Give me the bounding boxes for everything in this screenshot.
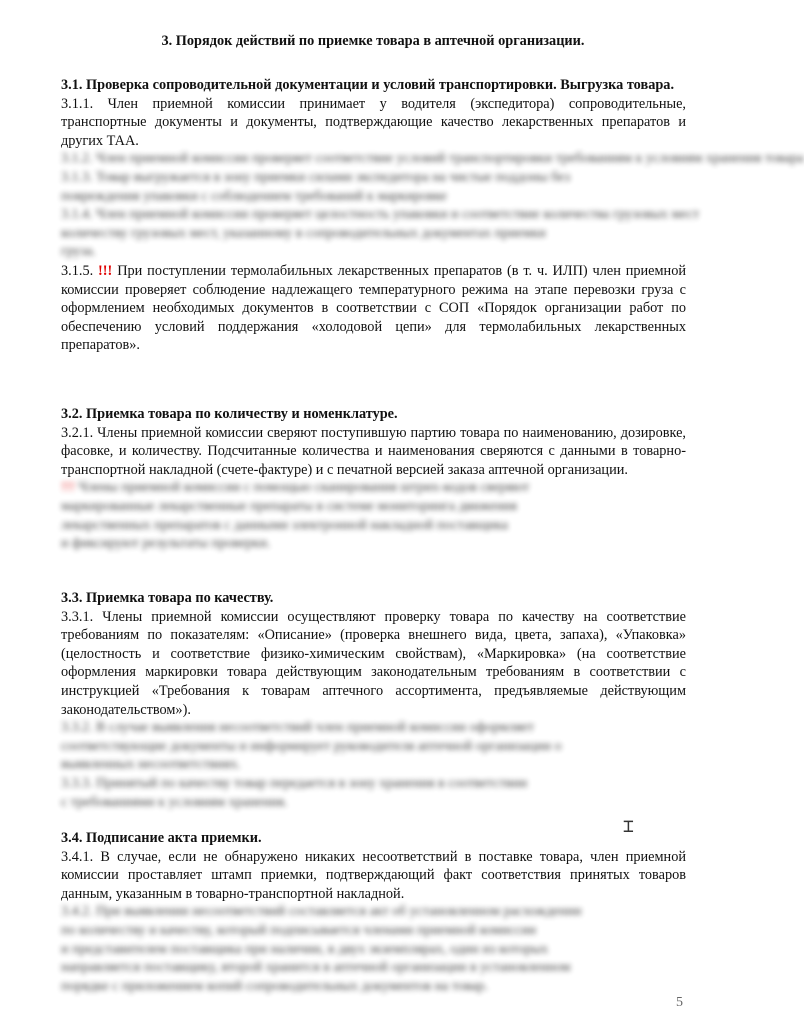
paragraph-3-1-5-text: При поступлении термолабильных лекарственных препаратов (в т. ч. ИЛП) член приемной комиссии проверяет соблюдение надлежащего температурного режима на этапе перевозки груза с оформлением необходимых документов в соответствии с СОП «Порядок организации работ по обеспечению условий поддержания «холодовой цепи» для термолабильных лекарственных препаратов». xyxy=(61,262,686,354)
paragraph-3-4-1: 3.4.1. В случае, если не обнаружено никаких несоответствий в поставке товара, член приемной комиссии проставляет штамп приемки, подтверждающий факт соответствия принятых товаров данным, указанным в товарно-транспортной накладной. xyxy=(61,848,686,902)
warning-mark: !!! xyxy=(98,262,113,279)
paragraph-3-2-1: 3.2.1. Члены приемной комиссии сверяют поступившую партию товара по наименованию, дозировке, фасовке, и количеству. Подсчитанные количества и наименования сверяются с данными в товарно-транспортной накладной (счете-фактуре) и с печатной версией заказа аптечной организации. xyxy=(61,424,686,478)
blurred-text-block: 3.4.2. При выявлении несоответствий составляется акт об установленном расхождении по количеству и качеству, который подписывается членами приемной комиссии и представителем поставщика при наличии, в двух экземплярах, один из которых направляется поставщику, второй хранится в аптечной организации в установленном порядке с приложением копий сопроводительных документов на товар. xyxy=(61,904,582,994)
section-3-1-heading: 3.1. Проверка сопроводительной документации и условий транспортировки. Выгрузка товара. xyxy=(61,77,675,93)
section-3-4 xyxy=(61,829,686,996)
blurred-text-block: 3.3.2. В случае выявления несоответствий член приемной комиссии оформляет соответствующие документы и информирует руководителя аптечной организации о выявленных несоответствиях. 3.3.3. Принятый по качеству товар передается в зону хранения в соответствии с требованиями к условиям хранения. xyxy=(61,720,562,810)
paragraph-3-3-1: 3.3.1. Члены приемной комиссии осуществляют проверку товара по качеству на соответствие требованиям по показателям: «Описание» (проверка внешнего вида, цвета, запаха), «Упаковка» (целостность и соответствие физико-химическим свойствам), «Маркировка» (на соответствие оформления маркировки товара действующим законодательным требованиям в соответствии с инструкцией «Требования к товарам аптечного ассортимента, предъявляемые действующим законодательством»). xyxy=(61,608,686,718)
section-3-1 xyxy=(61,76,804,355)
page-number: 5 xyxy=(676,995,683,1010)
text-cursor-icon: ⌶ xyxy=(623,816,634,837)
blurred-text-block: 3.1.2. Член приемной комиссии проверяет соответствие условий транспортировки требованиям к условиям хранения товара 3.1.3. Товар выгружается в зону приемки силами экспедитора на чистые поддоны без повреждения упаковки с соблюдением требований к маркировке 3.1.4. Член приемной комиссии проверяет целостность упаковки и соответствие количества грузовых мест количеству грузовых мест, указанному в сопроводительных документах приемки груза. xyxy=(61,151,804,260)
section-3-2-heading: 3.2. Приемка товара по количеству и номенклатуре. xyxy=(61,406,398,422)
section-3-3-heading: 3.3. Приемка товара по качеству. xyxy=(61,590,274,606)
section-3-3 xyxy=(61,589,686,812)
paragraph-3-1-5-number: 3.1.5. xyxy=(61,262,94,279)
page-title: 3. Порядок действий по приемке товара в аптечной организации. xyxy=(161,33,585,49)
blurred-text-block: !!! Члены приемной комиссии с помощью сканирования штрих-кодов сверяют маркированные лекарственные препараты в системе мониторинга движения лекарственных препаратов с данными электронной накладной поставщика и фиксируют результаты проверки. xyxy=(61,480,530,552)
section-3-4-heading: 3.4. Подписание акта приемки. xyxy=(61,830,262,846)
paragraph-3-1-1: 3.1.1. Член приемной комиссии принимает у водителя (экспедитора) сопроводительные, транспортные документы и документы, подтверждающие качество лекарственных препаратов и других ТАА. xyxy=(61,95,686,149)
paragraph-3-1-5 xyxy=(61,262,686,355)
section-3-2 xyxy=(61,405,686,554)
